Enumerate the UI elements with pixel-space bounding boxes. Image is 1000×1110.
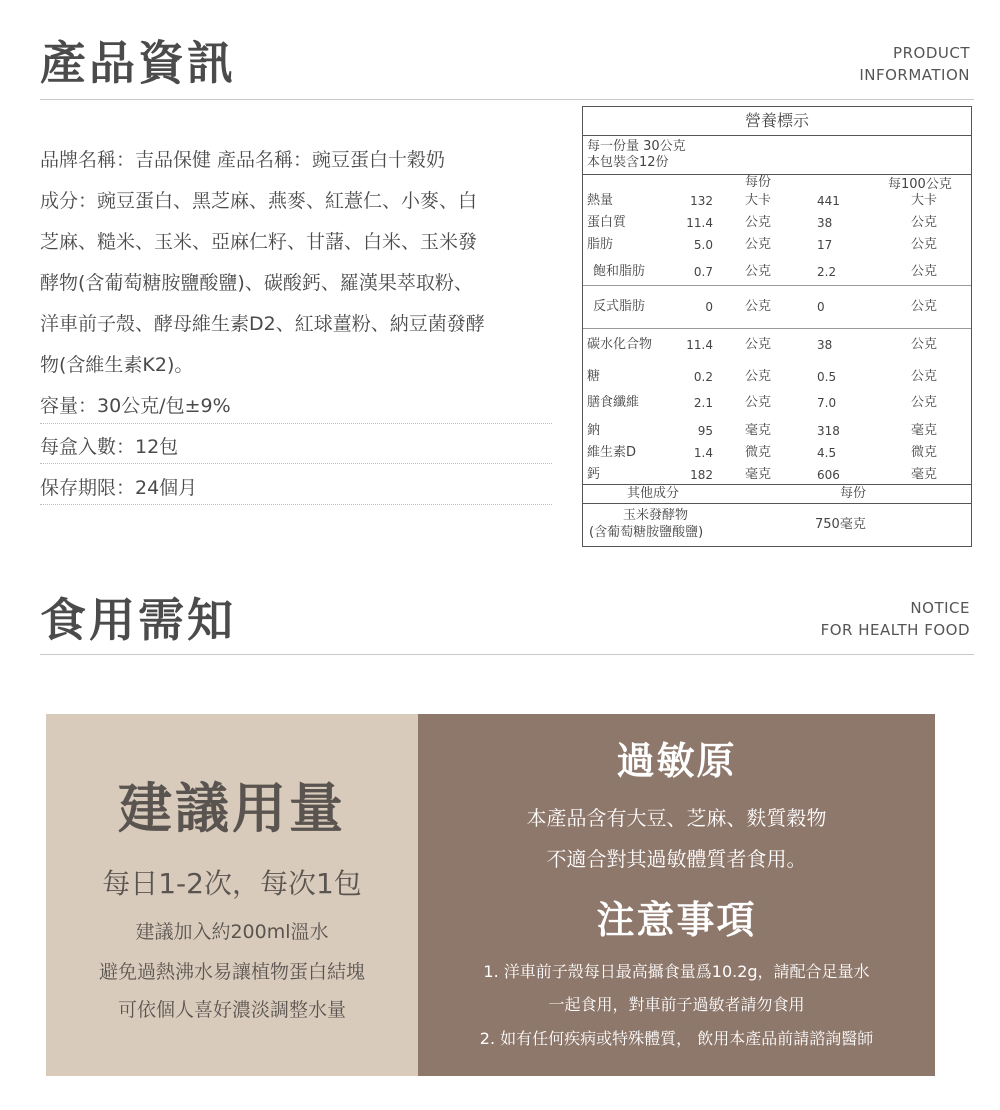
serving-size: 每一份量 30公克 — [587, 139, 686, 154]
nutrient-name: 糖 — [587, 369, 601, 384]
table-line — [583, 285, 971, 286]
dosage-tip: 可依個人喜好濃淡調整水量 — [117, 999, 346, 1021]
per-serving-value: 11.4 — [686, 216, 713, 230]
per-100g-value: 318 — [817, 424, 840, 438]
per-serving-value: 0 — [705, 300, 713, 314]
brand-line: 品牌名稱：吉品保健 產品名稱：豌豆蛋白十穀奶 — [40, 149, 446, 171]
dosage-main: 每日1-2次，每次1包 — [102, 867, 362, 900]
per-serving-value: 95 — [697, 424, 713, 438]
nutrient-name: 碳水化合物 — [587, 337, 653, 352]
ingredients-line: 芝麻、糙米、玉米、亞麻仁籽、甘藷、白米、玉米發 — [40, 231, 478, 253]
per-100g-unit: 公克 — [910, 395, 937, 410]
per-100g-value: 17 — [817, 238, 833, 252]
allergen-line: 不適合對其過敏體質者食用。 — [546, 847, 807, 871]
nutrient-name: 飽和脂肪 — [593, 264, 646, 279]
nutrient-name: 熱量 — [587, 193, 614, 208]
col-per-100g: 每100公克 — [888, 177, 952, 192]
dotted-divider — [40, 463, 552, 464]
ingredients-line: 成分：豌豆蛋白、黑芝麻、燕麥、紅薏仁、小麥、白 — [40, 190, 478, 212]
per-100g-value: 38 — [817, 338, 833, 352]
notice-subtitle — [821, 597, 970, 641]
table-line — [583, 503, 971, 504]
notice-title: 食用需知 — [40, 593, 236, 647]
dosage-heading: 建議用量 — [118, 777, 346, 840]
per-serving-unit: 毫克 — [745, 467, 772, 482]
per-serving-unit: 公克 — [745, 215, 772, 230]
servings-per-package: 本包裝含12份 — [587, 155, 669, 170]
per-100g-value: 0 — [817, 300, 825, 314]
allergen-panel — [418, 714, 935, 1076]
table-line — [583, 328, 971, 329]
per-serving-unit: 公克 — [745, 237, 772, 252]
per-serving-unit: 公克 — [745, 337, 772, 352]
per-100g-unit: 毫克 — [910, 467, 937, 482]
nutrient-name: 鈉 — [587, 423, 601, 438]
nutrient-name: 蛋白質 — [587, 215, 627, 230]
nutrient-name: 脂肪 — [587, 237, 614, 252]
caution-line: 一起食用，對車前子過敏者請勿食用 — [548, 995, 805, 1014]
dotted-divider — [40, 504, 552, 505]
other-ingredient-value: 750毫克 — [815, 517, 866, 532]
product-info-title: 產品資訊 — [40, 36, 236, 90]
other-ingredients-label: 其他成分 — [627, 486, 680, 501]
per-100g-value: 441 — [817, 194, 840, 208]
per-serving-unit: 毫克 — [745, 423, 772, 438]
per-100g-value: 7.0 — [817, 396, 837, 410]
per-100g-unit: 公克 — [910, 264, 937, 279]
per-serving-unit: 大卡 — [745, 193, 772, 208]
ingredients-line: 物(含維生素K2)。 — [40, 354, 194, 376]
ingredients-line: 洋車前子殼、酵母維生素D2、紅球薑粉、納豆菌發酵 — [40, 313, 485, 335]
table-line — [583, 174, 971, 175]
per-100g-unit: 大卡 — [910, 193, 937, 208]
per-serving-unit: 公克 — [745, 369, 772, 384]
dosage-tip: 建議加入約200ml溫水 — [135, 921, 329, 943]
caution-heading: 注意事項 — [596, 898, 757, 942]
nutrient-name: 鈣 — [587, 467, 601, 482]
subtitle-line2: INFORMATION — [859, 66, 970, 84]
per-100g-value: 606 — [817, 468, 840, 482]
dosage-tip: 避免過熱沸水易讓植物蛋白結塊 — [98, 961, 365, 983]
count-line: 每盒入數：12包 — [40, 436, 179, 458]
ingredients-line: 酵物(含葡萄糖胺鹽酸鹽)、碳酸鈣、羅漢果萃取粉、 — [40, 272, 473, 294]
per-100g-unit: 公克 — [910, 369, 937, 384]
per-serving-unit: 微克 — [745, 445, 772, 460]
nutrition-table — [582, 106, 972, 547]
caution-line: 1. 洋車前子殼每日最高攝食量爲10.2g，請配合足量水 — [483, 962, 870, 981]
per-100g-unit: 毫克 — [910, 423, 937, 438]
per-100g-unit: 公克 — [910, 299, 937, 314]
allergen-line: 本產品含有大豆、芝麻、麩質穀物 — [526, 806, 827, 830]
subtitle-line2: FOR HEALTH FOOD — [820, 621, 970, 639]
per-serving-unit: 公克 — [745, 395, 772, 410]
per-100g-value: 0.5 — [817, 370, 837, 384]
per-100g-value: 4.5 — [817, 446, 837, 460]
dosage-panel — [46, 714, 418, 1076]
dotted-divider — [40, 423, 552, 424]
subtitle-line1: PRODUCT — [893, 44, 970, 62]
per-serving-value: 1.4 — [693, 446, 713, 460]
per-serving-value: 132 — [690, 194, 713, 208]
other-ingredient-note: (含葡萄糖胺鹽酸鹽) — [589, 525, 704, 540]
section-divider — [40, 654, 974, 655]
allergen-heading: 過敏原 — [616, 739, 737, 783]
subtitle-line1: NOTICE — [910, 599, 970, 617]
nutrient-name: 維生素D — [587, 445, 637, 460]
per-100g-unit: 公克 — [910, 237, 937, 252]
per-100g-value: 2.2 — [817, 265, 837, 279]
table-line — [583, 135, 971, 136]
section-divider — [40, 99, 974, 100]
table-line — [583, 484, 971, 485]
per-serving-value: 5.0 — [693, 238, 713, 252]
per-100g-unit: 公克 — [910, 337, 937, 352]
per-serving-unit: 公克 — [745, 264, 772, 279]
product-info-block — [40, 140, 560, 509]
capacity-line: 容量：30公克/包±9% — [40, 395, 231, 417]
per-serving-unit: 公克 — [745, 299, 772, 314]
caution-line: 2. 如有任何疾病或特殊體質， 飲用本產品前請諮詢醫師 — [479, 1029, 874, 1048]
per-100g-unit: 公克 — [910, 215, 937, 230]
per-serving-value: 182 — [690, 468, 713, 482]
other-ingredient-name: 玉米發酵物 — [623, 508, 689, 523]
per-serving-value: 11.4 — [686, 338, 713, 352]
nutrient-name: 反式脂肪 — [593, 299, 646, 314]
nutrient-name: 膳食纖維 — [587, 395, 640, 410]
per-100g-unit: 微克 — [910, 445, 937, 460]
per-serving-value: 0.7 — [693, 265, 713, 279]
per-serving-value: 2.1 — [693, 396, 713, 410]
col-per-serving: 每份 — [745, 175, 772, 190]
per-100g-value: 38 — [817, 216, 833, 230]
product-info-subtitle — [859, 42, 970, 86]
per-serving-value: 0.2 — [693, 370, 713, 384]
shelf-life-line: 保存期限：24個月 — [40, 477, 198, 499]
other-col-per-serving: 每份 — [840, 486, 867, 501]
nutrition-title: 營養標示 — [744, 111, 809, 130]
